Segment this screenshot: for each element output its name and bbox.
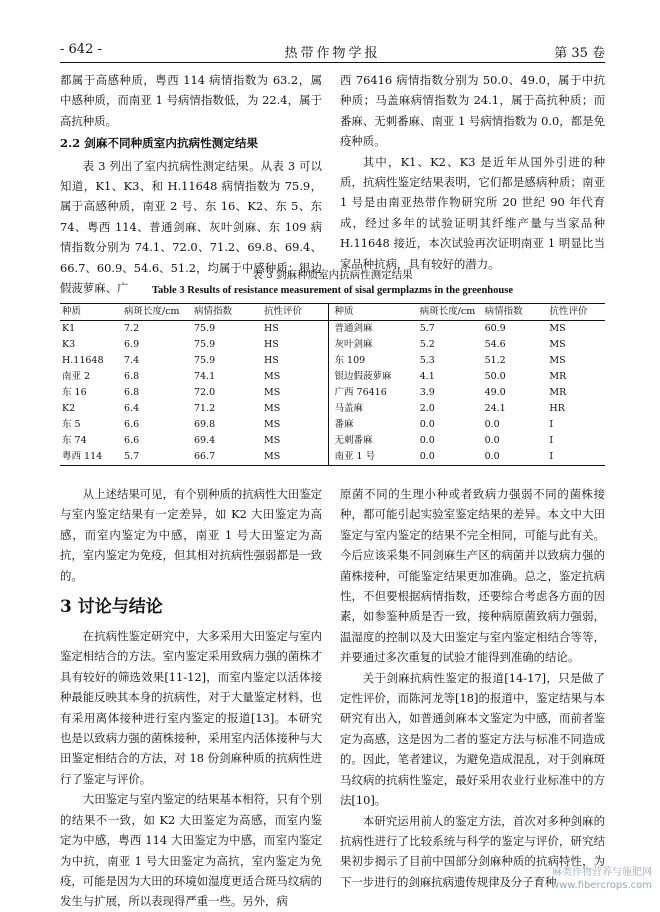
cell-germplasm: 粤西 114 [62,451,103,462]
table-left-half [60,321,329,465]
cell-lesion-length: 6.4 [124,403,140,414]
cell-germplasm: H.11648 [62,355,104,366]
resistance-table [60,303,605,466]
table-row [333,321,606,337]
header-lesion-length: 病斑长度/cm [419,306,476,317]
cell-resistance: MS [549,355,566,366]
header-germplasm: 种质 [62,306,82,317]
cell-lesion-length: 7.2 [124,323,140,334]
running-header [60,40,605,63]
cell-resistance: MR [549,371,567,382]
volume-label: 第 35 卷 [554,46,605,61]
page-number: - 642 - [60,42,102,57]
cell-disease-index: 74.1 [194,371,216,382]
table-row [60,449,328,465]
cell-germplasm: 番麻 [334,419,354,430]
cell-germplasm: 南亚 1 号 [334,451,376,462]
cell-germplasm: 马盖麻 [334,403,364,414]
paragraph: 本研究运用前人的鉴定方法，首次对多种剑麻的抗病性进行了比较系统与科学的鉴定与评价，研究结果初步揭示了目前中国部分剑麻种质的抗病特性，为下一步进行的剑麻抗病遗传规律及分子育种 [340,813,605,889]
table-header-row [60,304,605,321]
cell-disease-index: 49.0 [484,387,506,398]
paragraph: 关于剑麻抗病性鉴定的报道[14-17]，只是做了定性评价，而陈河龙等[18]的报道中，鉴定结果与本研究有出入，如普通剑麻本文鉴定为中感，而前者鉴定为高感，这是因为二者的鉴定方法与标准不同造成的。因此，笔者建议，为避免造成混乱，对于剑麻斑马纹病的抗病性鉴定，最好采用农业行业标准中的方法[10]。 [340,670,605,808]
cell-disease-index: 0.0 [484,419,500,430]
paragraph: 大田鉴定与室内鉴定的结果基本相符，只有个别的结果不一致，如 K2 大田鉴定为高感，而室内鉴定为中感，粤西 114 大田鉴定为中感，而室内鉴定为中抗，南亚 1 号大田鉴定为高抗，室内鉴定为免疫，可能是因为大田的环境如湿度更适合斑马纹病的发生与扩展，所以表现得严重一些。另外，病 [60,792,323,909]
cell-resistance: MS [549,339,566,350]
cell-disease-index: 54.6 [484,339,506,350]
cell-resistance: MS [264,451,281,462]
cell-lesion-length: 0.0 [419,451,435,462]
cell-disease-index: 75.9 [194,339,216,350]
cell-germplasm: 无刺番麻 [334,435,373,446]
header-germplasm: 种质 [334,306,354,317]
cell-resistance: I [549,419,554,430]
cell-lesion-length: 6.9 [124,339,140,350]
table-row [333,433,606,449]
cell-resistance: I [549,451,554,462]
cell-resistance: HS [264,355,279,366]
cell-lesion-length: 5.7 [124,451,140,462]
cell-disease-index: 71.2 [194,403,216,414]
table-caption-zh: 表 3 剑麻种质室内抗病性测定结果 [252,269,413,281]
cell-disease-index: 75.9 [194,355,216,366]
cell-lesion-length: 5.2 [419,339,435,350]
cell-resistance: MS [264,371,281,382]
table-row [60,385,328,401]
paragraph: 原菌不同的生理小种或者致病力强弱不同的菌株接种，都可能引起实验室鉴定结果的差异。本文中大田鉴定与室内鉴定的结果不完全相同，可能与此有关。今后应该采集不同剑麻生产区的病菌并以致病力强的菌株接种，可能鉴定结果更加准确。总之，鉴定抗病性，不但要根据病情指数，还要综合考虑各方面的因素，如参鉴种质是否一致，接种病原菌致病力强弱，温湿度的控制以及大田鉴定与室内鉴定相结合等等，并要通过多次重复的试验才能得到准确的结论。 [340,487,605,665]
journal-title: 热带作物学报 [284,46,381,61]
table-row [60,369,328,385]
cell-disease-index: 24.1 [484,403,506,414]
cell-lesion-length: 5.7 [419,323,435,334]
watermark-line: www.fibercrops.com [550,880,652,891]
cell-germplasm: K1 [62,323,76,334]
cell-lesion-length: 4.1 [419,371,435,382]
table-row [333,417,606,433]
table-right-half [329,321,606,465]
table-row [333,385,606,401]
table-row [60,417,328,433]
cell-disease-index: 60.9 [484,323,506,334]
cell-disease-index: 72.0 [194,387,216,398]
cell-lesion-length: 0.0 [419,419,435,430]
paragraph: 都属于高感种质，粤西 114 病情指数为 63.2，属中感种质，而南亚 1 号病情指数低，为 22.4，属于高抗种质。 [60,73,322,128]
cell-resistance: MS [264,435,281,446]
table-row [333,337,606,353]
cell-lesion-length: 3.9 [419,387,435,398]
watermark [551,866,652,892]
watermark-line: 麻类作物营养与施肥网 [552,867,652,878]
cell-resistance: I [549,435,554,446]
right-column-bottom [340,484,605,892]
cell-germplasm: 银边假菠萝麻 [334,371,392,382]
cell-disease-index: 50.0 [484,371,506,382]
cell-germplasm: K2 [62,403,76,414]
cell-lesion-length: 2.0 [419,403,435,414]
table-row [60,401,328,417]
cell-disease-index: 69.8 [194,419,216,430]
cell-resistance: MS [549,323,566,334]
cell-lesion-length: 6.8 [124,387,140,398]
cell-germplasm: 东 16 [62,387,87,398]
cell-disease-index: 0.0 [484,451,500,462]
table-row [60,353,328,369]
right-column-top [340,70,605,274]
cell-germplasm: 灰叶剑麻 [334,339,373,350]
paragraph: 西 76416 病情指数分别为 50.0、49.0，属于中抗种质；马盖麻病情指数为 24.1，属于高抗种质；而番麻、无刺番麻、南亚 1 号病情指数为 0.0，都是免疫种质。 [340,73,605,149]
paragraph: 其中，K1、K2、K3 是近年从国外引进的种质，抗病性鉴定结果表明，它们都是感病种质；南亚 1 号是由南亚热带作物研究所 20 世纪 90 年代育成，经过多年的试验证明其纤维产量与当家品种 H.11648 接近，本次试验再次证明南亚 1 明显比当家品种抗病，具有较好的潜力。 [340,154,605,271]
cell-disease-index: 0.0 [484,435,500,446]
header-lesion-length: 病斑长度/cm [124,306,180,317]
cell-germplasm: 南亚 2 [62,371,91,382]
cell-resistance: MS [264,387,281,398]
header-disease-index: 病情指数 [194,306,233,317]
left-column-bottom [60,484,322,912]
cell-disease-index: 66.7 [194,451,216,462]
left-column-top [60,70,322,298]
cell-resistance: HS [264,339,279,350]
cell-lesion-length: 6.6 [124,435,140,446]
cell-lesion-length: 6.6 [124,419,140,430]
header-resistance: 抗性评价 [264,306,303,317]
table-row [333,449,606,465]
header-disease-index: 病情指数 [484,306,523,317]
paragraph: 表 3 列出了室内抗病性测定结果。从表 3 可以知道，K1、K3、和 H.11648 病情指数为 75.9，属于高感种质，南亚 2 号、东 16、K2、东 5、东 74、粤西 114、普通剑麻、灰叶剑麻、东 109 病情指数分别为 74.1、72.0、71.2、69.8、69.4、66.7、60.9、54.6、51.2，均属于中感种质；银边假菠萝麻、广 [60,158,322,296]
cell-lesion-length: 7.4 [124,355,140,366]
table-row [333,353,606,369]
cell-germplasm: 东 74 [62,435,87,446]
cell-lesion-length: 5.3 [419,355,435,366]
cell-germplasm: 广西 76416 [334,387,387,398]
table-caption-en: Table 3 Results of resistance measurement of sisal germplazms in the greenhouse [152,285,513,296]
header-resistance: 抗性评价 [549,306,588,317]
section-2-2-heading: 2.2 剑麻不同种质室内抗病性测定结果 [60,136,259,151]
table-row [333,369,606,385]
cell-germplasm: 普通剑麻 [334,323,373,334]
cell-resistance: MS [264,419,281,430]
cell-disease-index: 75.9 [194,323,216,334]
table-row [60,337,328,353]
section-3-heading: 3 讨论与结论 [60,597,163,618]
table-row [60,321,328,337]
cell-lesion-length: 6.8 [124,371,140,382]
cell-germplasm: K3 [62,339,76,350]
paragraph: 在抗病性鉴定研究中，大多采用大田鉴定与室内鉴定相结合的方法。室内鉴定采用致病力强的菌株才具有较好的筛选效果[11-12]，而室内鉴定以活体接种最能反映其本身的抗病性，对于大量鉴定材料，也有采用离体接种进行室内鉴定的报道[13]。本研究也是以致病力强的菌株接种，采用室内活体接种与大田鉴定相结合的方法，对 18 份剑麻种质的抗病性进行了鉴定与评价。 [60,629,323,786]
cell-resistance: HS [264,323,279,334]
cell-resistance: MS [264,403,281,414]
cell-disease-index: 51.2 [484,355,506,366]
table-row [60,433,328,449]
table-row [333,401,606,417]
cell-resistance: HR [549,403,565,414]
cell-lesion-length: 0.0 [419,435,435,446]
cell-disease-index: 69.4 [194,435,216,446]
paragraph: 从上述结果可见，有个别种质的抗病性大田鉴定与室内鉴定结果有一定差异，如 K2 大田鉴定为高感，而室内鉴定为中感，南亚 1 号大田鉴定为高抗，室内鉴定为免疫，但其相对抗病性强弱都是一致的。 [60,487,323,583]
cell-resistance: MR [549,387,567,398]
cell-germplasm: 东 5 [62,419,81,430]
cell-germplasm: 东 109 [334,355,366,366]
